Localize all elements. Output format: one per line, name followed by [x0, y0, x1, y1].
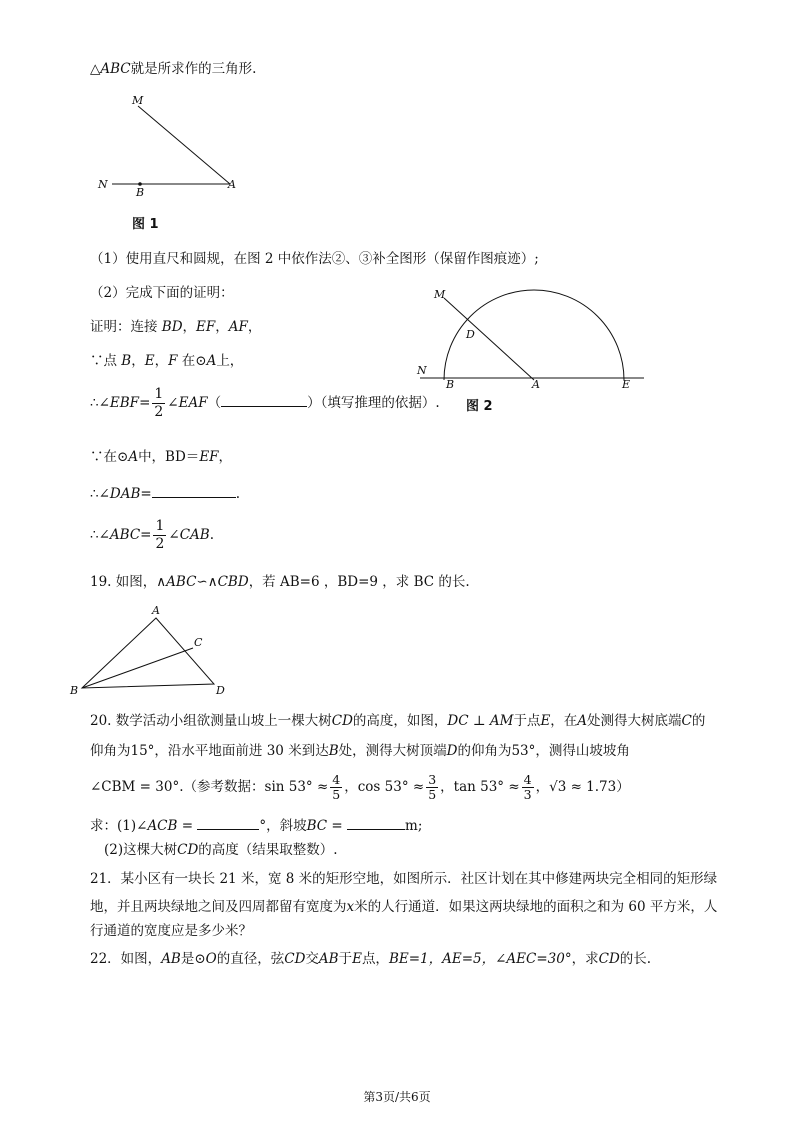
ask2-cd: CD: [177, 842, 199, 858]
page-footer: 第3页/共6页: [363, 1090, 431, 1104]
q19-label-a: A: [152, 604, 160, 617]
equals: =: [139, 395, 151, 411]
q22-d: 交: [305, 951, 319, 967]
q21-line1: 21．某小区有一块长 21 米，宽 8 米的矩形空地，如图所示．社区计划在其中修建两块完全相同的矩形绿: [90, 871, 718, 887]
circle-a-2: A: [128, 449, 139, 465]
q20-ask2: [104, 841, 338, 859]
q22-g: ，求: [571, 951, 599, 967]
sin-fraction: [330, 773, 342, 802]
ask1-bc: BC: [306, 818, 328, 834]
angle-eaf: ∠EAF: [167, 395, 208, 411]
angle-cab: ∠CAB: [168, 527, 210, 543]
fig1-label-m: M: [132, 94, 144, 107]
paren-close: ）（填写推理的依据）.: [307, 395, 440, 411]
q19-tri2: ∧CBD: [207, 574, 249, 590]
since-end: 上，: [216, 353, 244, 369]
q22-cd: CD: [284, 951, 306, 967]
tan-fraction: [522, 773, 534, 802]
fig2-label-b: B: [446, 378, 455, 391]
ask2-a: (2)这棵大树: [104, 842, 178, 858]
q19-label-d: D: [216, 684, 225, 697]
q20-l1f: 处测得大树底端: [587, 713, 682, 729]
q22-c: 的直径，弦: [216, 951, 285, 967]
since2-mid: 中，BD＝: [138, 449, 200, 465]
ask1-acb: ACB: [147, 818, 178, 834]
ask1-deg: °，斜坡: [259, 818, 307, 834]
ask1-m: m;: [405, 818, 423, 834]
q19-tri1: ∧ABC: [156, 574, 197, 590]
q22-line: [90, 950, 651, 968]
q20-l1a: 20. 数学活动小组欲测量山坡上一棵大树: [90, 713, 332, 729]
q22-h: 的长.: [619, 951, 652, 967]
q19-label-c: C: [194, 636, 203, 649]
therefore-line-1: [90, 386, 440, 421]
angle-abc: ABC: [109, 527, 141, 543]
sep: ，: [182, 319, 197, 335]
frac-num: 1: [154, 386, 164, 402]
q20-e: E: [540, 713, 551, 729]
q19-triangle-abd: [82, 618, 214, 688]
q18-part2: （2）完成下面的证明：: [90, 285, 234, 301]
q20-l2e: 的仰角为53°，测得山坡坡角: [457, 743, 630, 759]
cos-num: 3: [428, 772, 437, 787]
q20-sin: sin 53° ≈: [264, 779, 329, 795]
figure-1: [90, 92, 250, 204]
ask1-eq2: =: [327, 818, 348, 834]
therefore-prefix: ∴∠: [90, 395, 110, 411]
q20-line2: [90, 742, 630, 760]
equals-2: =: [140, 486, 152, 502]
pt-b: B: [121, 353, 132, 369]
q20-c: C: [681, 713, 692, 729]
equals-3: =: [140, 527, 152, 543]
q20-a: A: [577, 713, 588, 729]
pt-e: E: [144, 353, 155, 369]
q20-perp: DC ⊥ AM: [447, 713, 514, 729]
pt-f: F: [168, 353, 178, 369]
q22-ab2: AB: [318, 951, 339, 967]
ask2-b: 的高度（结果取整数）.: [198, 842, 338, 858]
since2-prefix: ∵在⊙: [90, 449, 129, 465]
proof-line: [90, 318, 261, 336]
figure-2: [414, 288, 650, 392]
ask1-a: 求：(1)∠: [90, 818, 148, 834]
frac-den-2: 2: [155, 536, 165, 552]
sin-num: 4: [332, 772, 341, 787]
since2-end: ，: [218, 449, 233, 465]
therefore-line-3: [90, 517, 214, 553]
fig1-label-n: N: [98, 178, 108, 191]
since-line-2: [90, 448, 232, 466]
angle-dab: DAB: [109, 486, 141, 502]
half-fraction: [152, 386, 165, 421]
fig2-ray-am: [444, 298, 534, 380]
q19-sim: ∽: [196, 574, 208, 590]
proof-prefix: 证明：连接: [90, 319, 158, 335]
q20-ask1: [90, 815, 422, 835]
q20-cd: CD: [331, 713, 353, 729]
q22-a: 22．如图，: [90, 951, 162, 967]
sep: ，: [247, 319, 262, 335]
intro-line: [90, 60, 256, 78]
fig1-ray-am: [138, 106, 230, 184]
q20-tan: ，tan 53° ≈: [440, 779, 520, 795]
fig2-caption: 图 2: [466, 399, 493, 414]
dab-blank[interactable]: [152, 483, 236, 498]
q19-rest: ，若 AB=6 ，BD=9 ，求 BC 的长.: [248, 574, 470, 590]
reason-blank[interactable]: [221, 392, 307, 407]
frac-den: 2: [154, 404, 164, 420]
angle-ebf: EBF: [109, 395, 140, 411]
period-3: .: [209, 527, 214, 543]
ask1-eq: =: [177, 818, 198, 834]
q22-b: 是⊙: [180, 951, 206, 967]
tan-num: 4: [523, 772, 532, 787]
therefore2-prefix: ∴∠: [90, 486, 110, 502]
q22-e-pt: E: [352, 951, 362, 967]
triangle-name: ABC: [100, 61, 131, 77]
cos-den: 5: [428, 787, 437, 802]
seg-bd: BD: [161, 319, 183, 335]
q21-line2: [90, 898, 717, 916]
q20-line1: [90, 712, 705, 730]
q19-label-b: B: [70, 684, 79, 697]
q21-x: x: [346, 899, 355, 915]
since-line-1: ∵点 B，E，F 在⊙A上，: [90, 353, 244, 369]
q20-l2c: 处，测得大树顶端: [338, 743, 447, 759]
fig1-caption: 图 1: [132, 217, 159, 232]
fig2-label-d: D: [466, 328, 475, 341]
seg-ef: EF: [196, 319, 216, 335]
q22-cd2: CD: [598, 951, 620, 967]
bc-blank[interactable]: [347, 815, 405, 830]
half-fraction-2: [153, 518, 166, 553]
fig2-label-e: E: [622, 378, 631, 391]
q21-l2a: 地，并且两块绿地之间及四周都留有宽度为: [90, 899, 347, 915]
figure-q19: [68, 602, 238, 698]
q20-d: D: [446, 743, 458, 759]
q22-f: 点，: [361, 951, 389, 967]
q22-vals: BE=1，AE=5，∠AEC=30°: [388, 951, 572, 967]
q20-l1d: ，在: [550, 713, 578, 729]
paren-open: （: [207, 395, 222, 411]
therefore3-prefix: ∴∠: [90, 527, 110, 543]
intro-text: 就是所求作的三角形.: [130, 61, 257, 77]
fig1-label-a: A: [228, 178, 236, 191]
q20-l1b: 的高度，如图，: [352, 713, 448, 729]
cos-fraction: [426, 773, 438, 802]
sin-den: 5: [332, 787, 341, 802]
frac-num-2: 1: [155, 518, 165, 534]
q20-sqrt: ，√3 ≈ 1.73）: [535, 779, 630, 795]
q18-part1: （1）使用直尺和圆规，在图 2 中依作法②、③补全图形（保留作图痕迹）;: [90, 251, 539, 267]
q20-cos: ，cos 53° ≈: [344, 779, 425, 795]
period-2: .: [235, 486, 241, 502]
q19-number: 19. 如图，: [90, 574, 157, 590]
q21-l2b: 米的人行通道．如果这两块绿地的面积之和为 60 平方米，人: [354, 899, 718, 915]
q19-line: [90, 573, 470, 591]
q20-ref: .（参考数据：: [179, 779, 265, 795]
since-suffix: 在⊙: [181, 353, 207, 369]
q19-line-bc: [82, 648, 193, 688]
fig2-label-a: A: [532, 378, 540, 391]
seg-af: AF: [228, 319, 248, 335]
tan-den: 3: [523, 787, 532, 802]
q22-ab: AB: [161, 951, 181, 967]
circle-a: A: [206, 353, 217, 369]
q21-line3: 行通道的宽度应是多少米？: [90, 923, 252, 939]
therefore-line-2: [90, 483, 240, 503]
q22-e: 于: [338, 951, 353, 967]
q20-b: B: [328, 743, 339, 759]
since-prefix: ∵点: [90, 353, 117, 369]
fig2-label-n: N: [417, 364, 427, 377]
q20-angle-cbm: ∠CBM = 30°: [90, 779, 180, 795]
fig1-label-b: B: [136, 186, 145, 199]
q20-l1g: 的: [691, 713, 706, 729]
seg-ef-2: EF: [199, 449, 219, 465]
acb-blank[interactable]: [197, 815, 259, 830]
q20-line3: [90, 770, 630, 804]
sep: ，: [215, 319, 229, 335]
q20-l2a: 仰角为15°，沿水平地面前进 30 米到达: [90, 743, 329, 759]
q20-l1c: 于点: [513, 713, 541, 729]
triangle-symbol: △: [90, 61, 101, 77]
q22-o: O: [205, 951, 217, 967]
fig2-label-m: M: [434, 288, 446, 301]
